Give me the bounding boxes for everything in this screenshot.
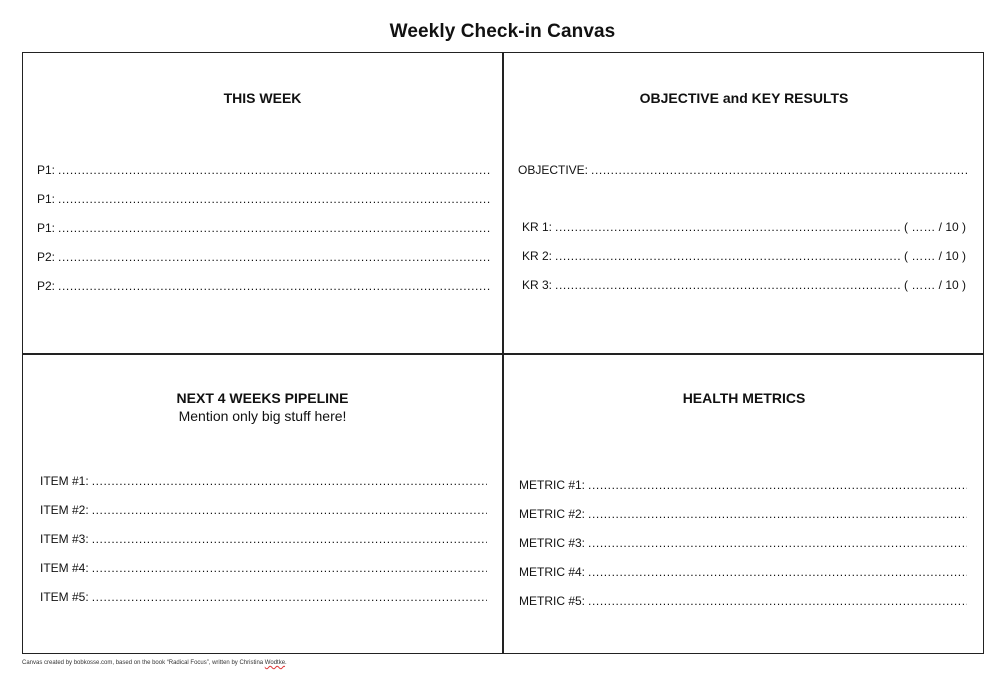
page-title: Weekly Check-in Canvas	[389, 21, 616, 42]
key-result-score[interactable]: ( …… / 10 )	[903, 249, 966, 263]
okr-section	[504, 53, 984, 353]
key-result-label: KR 1:	[522, 220, 553, 234]
pipeline-item-label: ITEM #1:	[40, 474, 89, 488]
fill-in-dots	[588, 507, 967, 521]
key-result-line[interactable]	[522, 249, 966, 263]
pipeline-item-label: ITEM #4:	[40, 561, 89, 575]
fill-in-dots	[588, 536, 967, 550]
fill-in-dots	[92, 474, 487, 488]
key-result-label: KR 3:	[522, 278, 553, 292]
key-result-line[interactable]	[522, 278, 966, 292]
fill-in-dots	[591, 163, 968, 177]
metric-line[interactable]	[519, 478, 967, 492]
priority-line[interactable]	[37, 163, 490, 177]
objective-line[interactable]	[518, 163, 968, 177]
fill-in-dots	[92, 561, 487, 575]
priority-label: P1:	[37, 163, 56, 177]
priority-line[interactable]	[37, 279, 490, 293]
metric-label: METRIC #1:	[519, 478, 586, 492]
fill-in-dots	[555, 278, 900, 292]
key-result-score[interactable]: ( …… / 10 )	[903, 220, 966, 234]
pipeline-item-line[interactable]	[40, 474, 487, 488]
this-week-title: THIS WEEK	[223, 90, 302, 106]
fill-in-dots	[92, 532, 487, 546]
pipeline-item-line[interactable]	[40, 561, 487, 575]
priority-line[interactable]	[37, 221, 490, 235]
pipeline-title: NEXT 4 WEEKS PIPELINE	[176, 390, 349, 406]
key-result-score[interactable]: ( …… / 10 )	[903, 278, 966, 292]
fill-in-dots	[58, 250, 490, 264]
priority-label: P2:	[37, 250, 56, 264]
metric-label: METRIC #4:	[519, 565, 586, 579]
priority-label: P1:	[37, 192, 56, 206]
priority-label: P1:	[37, 221, 56, 235]
metric-line[interactable]	[519, 507, 967, 521]
metric-line[interactable]	[519, 594, 967, 608]
pipeline-item-label: ITEM #3:	[40, 532, 89, 546]
key-result-label: KR 2:	[522, 249, 553, 263]
fill-in-dots	[588, 594, 967, 608]
footer-credit-text: Canvas created by bobkosse.com, based on the book “Radical Focus”, written by Christina	[22, 660, 265, 666]
metric-line[interactable]	[519, 565, 967, 579]
metric-label: METRIC #3:	[519, 536, 586, 550]
fill-in-dots	[58, 192, 490, 206]
fill-in-dots	[92, 590, 487, 604]
metric-line[interactable]	[519, 536, 967, 550]
fill-in-dots	[555, 249, 900, 263]
key-result-line[interactable]	[522, 220, 966, 234]
fill-in-dots	[58, 279, 490, 293]
priority-label: P2:	[37, 279, 56, 293]
footer-credit	[22, 660, 287, 666]
pipeline-subtitle: Mention only big stuff here!	[178, 408, 347, 424]
priority-line[interactable]	[37, 192, 490, 206]
fill-in-dots	[588, 478, 967, 492]
pipeline-item-line[interactable]	[40, 590, 487, 604]
priority-line[interactable]	[37, 250, 490, 264]
metric-label: METRIC #5:	[519, 594, 586, 608]
fill-in-dots	[58, 221, 490, 235]
health-metrics-title: HEALTH METRICS	[682, 390, 806, 406]
fill-in-dots	[92, 503, 487, 517]
health-metrics-section	[504, 355, 984, 653]
pipeline-item-line[interactable]	[40, 532, 487, 546]
fill-in-dots	[555, 220, 900, 234]
fill-in-dots	[58, 163, 490, 177]
okr-title: OBJECTIVE and KEY RESULTS	[639, 90, 849, 106]
footer-author-name: Wodtke	[264, 660, 286, 666]
pipeline-section	[23, 355, 502, 653]
this-week-section	[23, 53, 502, 353]
fill-in-dots	[588, 565, 967, 579]
metric-label: METRIC #2:	[519, 507, 586, 521]
pipeline-item-label: ITEM #5:	[40, 590, 89, 604]
footer-credit-end: .	[285, 660, 287, 666]
objective-label: OBJECTIVE:	[518, 163, 589, 177]
pipeline-item-line[interactable]	[40, 503, 487, 517]
pipeline-item-label: ITEM #2:	[40, 503, 89, 517]
check-in-canvas	[22, 52, 984, 654]
